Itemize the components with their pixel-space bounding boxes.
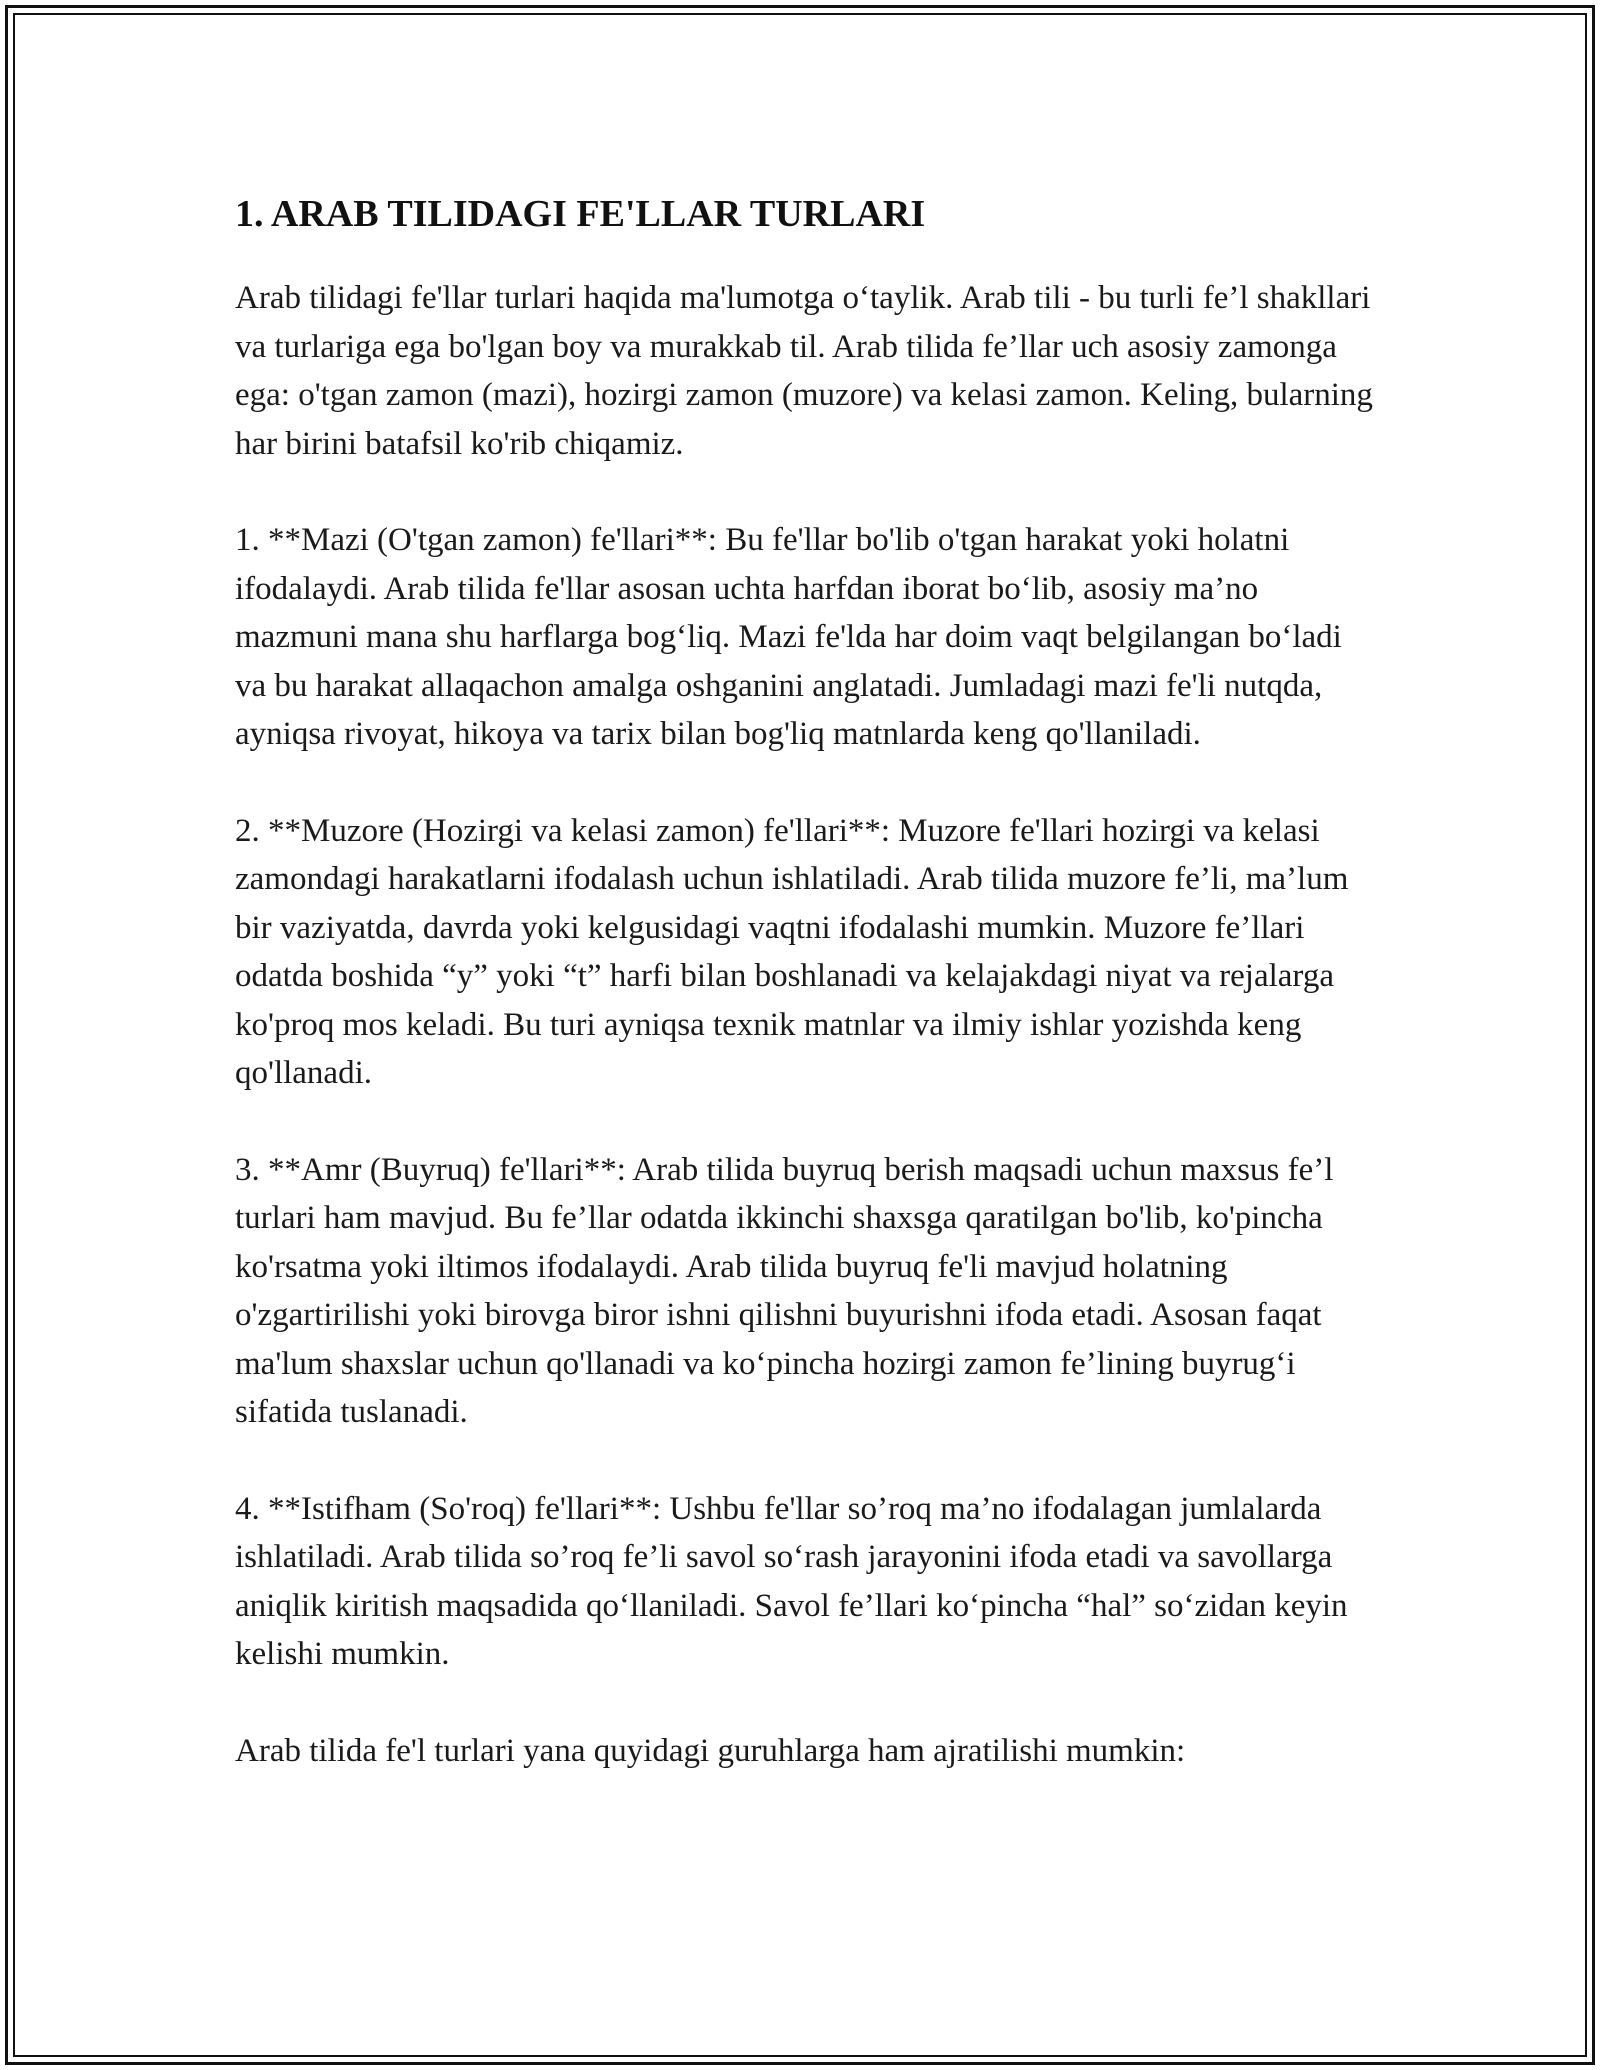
document-title: 1. ARAB TILIDAGI FE'LLAR TURLARI bbox=[235, 193, 926, 235]
paragraph-muzore: 2. **Muzore (Hozirgi va kelasi zamon) fe'llari**: Muzore fe'llari hozirgi va kelasi zamondagi harakatlarni ifodalash uchun ishlatiladi. Arab tilida muzore fe’li, ma’lum bir vaziyatda, davrda yoki kelgusidagi vaqtni ifodalashi mumkin. Muzore fe’llari odatda boshida “y” yoki “t” harfi bilan boshlanadi va kelajakdagi niyat va rejalarga ko'proq mos keladi. Bu turi ayniqsa texnik matnlar va ilmiy ishlar yozishda keng qo'llanadi. bbox=[235, 812, 1349, 1091]
paragraph-intro: Arab tilidagi fe'llar turlari haqida ma'lumotga o‘taylik. Arab tili - bu turli fe’l shakllari va turlariga ega bo'lgan boy va murakkab til. Arab tilida fe’llar uch asosiy zamonga ega: o'tgan zamon (mazi), hozirgi zamon (muzore) va kelasi zamon. Keling, bularning har birini batafsil ko'rib chiqamiz. bbox=[235, 280, 1373, 462]
paragraph-amr: 3. **Amr (Buyruq) fe'llari**: Arab tilida buyruq berish maqsadi uchun maxsus fe’l turlari ham mavjud. Bu fe’llar odatda ikkinchi shaxsga qaratilgan bo'lib, ko'pincha ko'rsatma yoki iltimos ifodalaydi. Arab tilida buyruq fe'li mavjud holatning o'zgartirilishi yoki birovga biror ishni qilishni buyurishni ifoda etadi. Asosan faqat ma'lum shaxslar uchun qo'llanadi va ko‘pincha hozirgi zamon fe’lining buyrug‘i sifatida tuslanadi. bbox=[235, 1151, 1334, 1430]
paragraph-istifham: 4. **Istifham (So'roq) fe'llari**: Ushbu fe'llar so’roq ma’no ifodalagan jumlalarda ishlatiladi. Arab tilida so’roq fe’li savol so‘rash jarayonini ifoda etadi va savollarga aniqlik kiritish maqsadida qo‘llaniladi. Savol fe’llari ko‘pincha “hal” so‘zidan keyin kelishi mumkin. bbox=[235, 1490, 1348, 1672]
paragraph-closing: Arab tilida fe'l turlari yana quyidagi guruhlarga ham ajratilishi mumkin: bbox=[235, 1732, 1186, 1769]
paragraph-mazi: 1. **Mazi (O'tgan zamon) fe'llari**: Bu fe'llar bo'lib o'tgan harakat yoki holatni ifodalaydi. Arab tilida fe'llar asosan uchta harfdan iborat bo‘lib, asosiy ma’no mazmuni mana shu harflarga bog‘liq. Mazi fe'lda har doim vaqt belgilangan bo‘ladi va bu harakat allaqachon amalga oshganini anglatadi. Jumladagi mazi fe'li nutqda, ayniqsa rivoyat, hikoya va tarix bilan bog'liq matnlarda keng qo'llaniladi. bbox=[235, 522, 1342, 752]
document-body bbox=[235, 186, 1375, 1823]
